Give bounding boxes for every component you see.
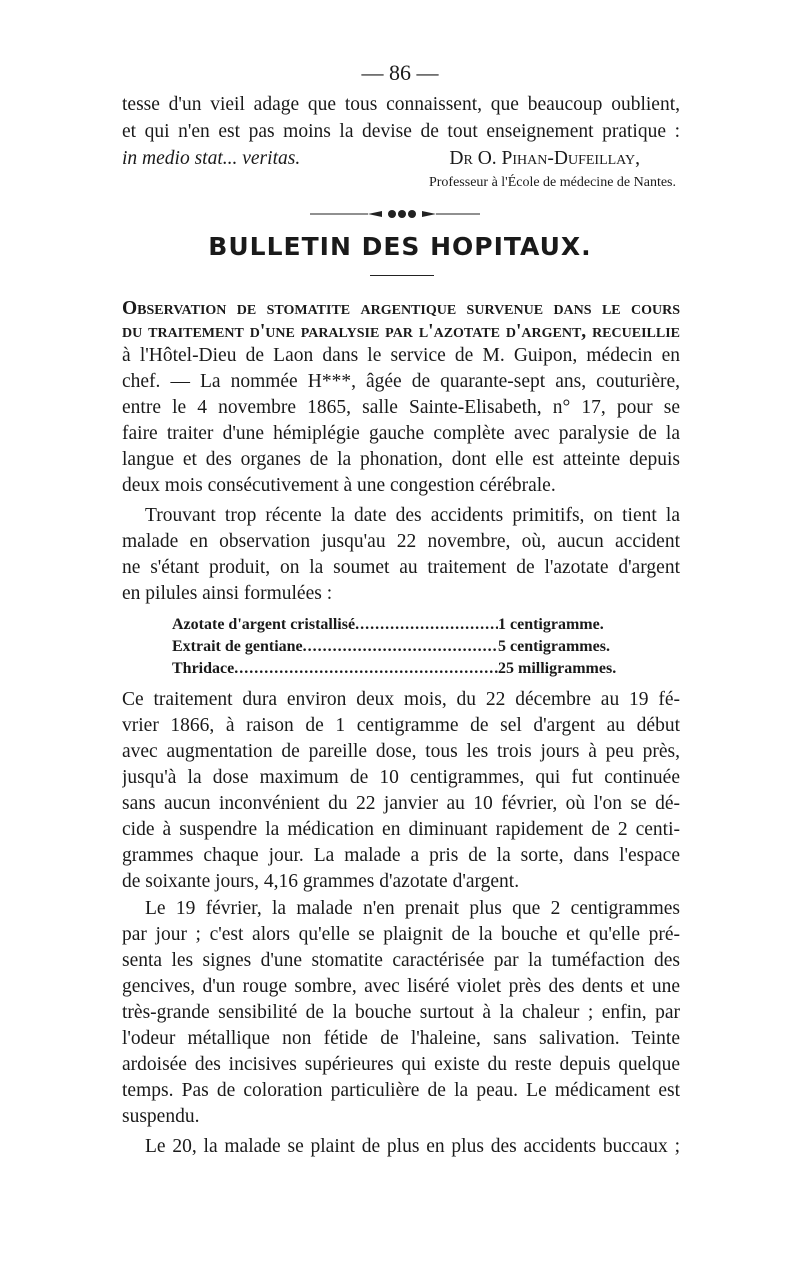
text-line: langue et des organes de la phonation, dont elle est atteinte depuis bbox=[122, 449, 680, 470]
author-affiliation: Professeur à l'École de médecine de Nantes. bbox=[428, 175, 676, 190]
page-number: — 86 — bbox=[361, 60, 439, 85]
signature-line bbox=[122, 146, 680, 172]
recipe-row: Thridace ..... 25 milligrammes. bbox=[172, 658, 628, 680]
text-line: grammes chaque jour. La malade a pris de la sorte, dans l'espace bbox=[122, 845, 680, 866]
text-line: Trouvant trop récente la date des accidents primitifs, on tient la bbox=[145, 505, 680, 526]
text-line: Le 19 février, la malade n'en prenait plus que 2 centigrammes bbox=[145, 898, 680, 919]
text-line: à l'Hôtel-Dieu de Laon dans le service de M. Guipon, médecin en bbox=[122, 345, 680, 366]
text-line: tesse d'un vieil adage que tous connaissent, que beaucoup oublient, bbox=[122, 94, 680, 115]
section-title: BULLETIN DES HOPITAUX. bbox=[208, 232, 592, 261]
text-line: de soixante jours, 4,16 grammes d'azotate d'argent. bbox=[122, 871, 520, 892]
text-line: vrier 1866, à raison de 1 centigramme de sel d'argent au début bbox=[122, 715, 680, 736]
ornament-divider bbox=[310, 207, 480, 221]
text-line: senta les signes d'une stomatite caractérisée par la tuméfaction des bbox=[122, 950, 680, 971]
author-name: Dr O. Pihan-Dufeillay, bbox=[449, 148, 640, 169]
recipe-row: Extrait de gentiane ..... 5 centigrammes. bbox=[172, 636, 628, 658]
text-line: Le 20, la malade se plaint de plus en plus des accidents buccaux ; bbox=[145, 1136, 680, 1157]
observation-heading-line: du traitement d'une paralysie par l'azotate d'argent, recueillie bbox=[122, 321, 680, 342]
text-line: chef. — La nommée H***, âgée de quarante-sept ans, couturière, bbox=[122, 371, 680, 392]
latin-motto: in medio stat... veritas. bbox=[122, 148, 301, 169]
text-line: deux mois consécutivement à une congestion cérébrale. bbox=[122, 475, 556, 496]
text-line: l'odeur métallique non fétide de l'haleine, sans salivation. Teinte bbox=[122, 1028, 680, 1049]
text-line: Ce traitement dura environ deux mois, du 22 décembre au 19 fé- bbox=[122, 689, 680, 710]
text-line: jusqu'à la dose maximum de 10 centigrammes, qui fut continuée bbox=[122, 767, 680, 788]
text-line: en pilules ainsi formulées : bbox=[122, 583, 333, 604]
text-line: gencives, d'un rouge sombre, avec liséré violet près des dents et une bbox=[122, 976, 680, 997]
text-line: suspendu. bbox=[122, 1106, 200, 1127]
text-line: malade en observation jusqu'au 22 novembre, où, aucun accident bbox=[122, 531, 680, 552]
text-line: très-grande sensibilité de la bouche surtout à la chaleur ; enfin, par bbox=[122, 1002, 680, 1023]
text-line: par jour ; c'est alors qu'elle se plaignit de la bouche et qu'elle pré- bbox=[122, 924, 680, 945]
text-line: ardoisée des incisives supérieures qui existe du reste depuis quelque bbox=[122, 1054, 680, 1075]
text-line: avec augmentation de pareille dose, tous les trois jours à peu près, bbox=[122, 741, 680, 762]
text-line: sans aucun inconvénient du 22 janvier au 10 février, où l'on se dé- bbox=[122, 793, 680, 814]
text-line: cide à suspendre la médication en diminuant rapidement de 2 centi- bbox=[122, 819, 680, 840]
text-line: faire traiter d'une hémiplégie gauche complète avec paralysie de la bbox=[122, 423, 680, 444]
text-line: temps. Pas de coloration particulière de la peau. Le médicament est bbox=[122, 1080, 680, 1101]
observation-heading-line: Observation de stomatite argentique survenue dans le cours bbox=[122, 298, 680, 319]
recipe-row: Azotate d'argent cristallisé ..... 1 centigramme. bbox=[172, 614, 628, 636]
title-rule bbox=[370, 275, 434, 276]
text-line: et qui n'en est pas moins la devise de tout enseignement pratique : bbox=[122, 121, 680, 142]
text-line: entre le 4 novembre 1865, salle Sainte-Elisabeth, n° 17, pour se bbox=[122, 397, 680, 418]
text-line: ne s'étant produit, on la soumet au traitement de l'azotate d'argent bbox=[122, 557, 680, 578]
